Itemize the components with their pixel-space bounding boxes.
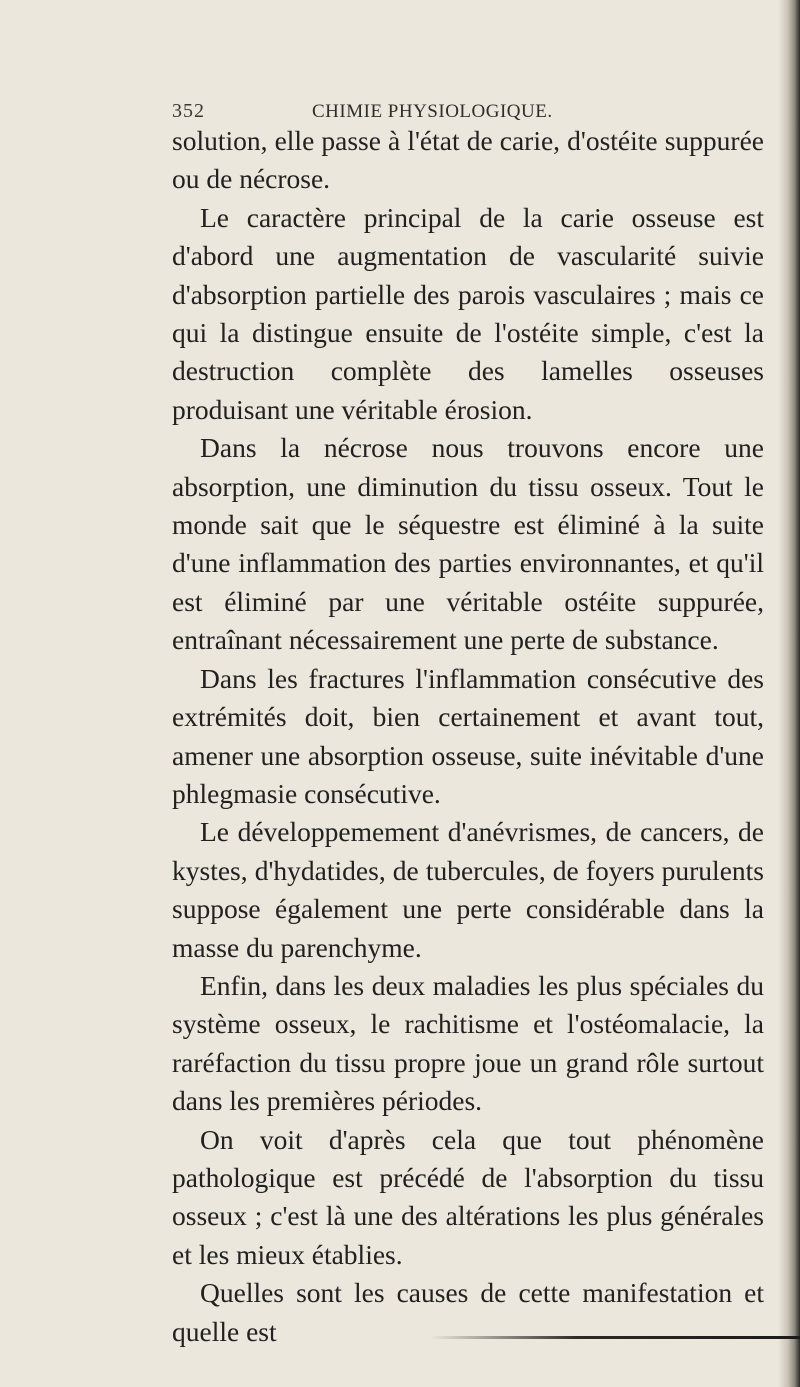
page-number: 352 [172, 100, 205, 122]
paragraph: Le caractère principal de la carie osseuse est d'abord une augmentation de vascularité suivie d'absorption partielle des parois vasculaires ; mais ce qui la distingue ensuite de l'ostéite simple, c'est la destruction complète des lamelles osseuses produisant une véritable érosion. [172, 201, 764, 425]
page-edge-shadow [778, 0, 800, 1387]
paragraph: Enfin, dans les deux maladies les plus spéciales du système osseux, le rachitisme et l'ostéomalacie, la raréfaction du tissu propre joue un grand rôle surtout dans les premières périodes. [172, 969, 764, 1117]
body-text [172, 122, 764, 1351]
paragraph: solution, elle passe à l'état de carie, d'ostéite suppurée ou de nécrose. [172, 125, 764, 195]
paragraph: On voit d'après cela que tout phénomène pathologique est précédé de l'absorption du tissu osseux ; c'est là une des altérations les plus générales et les mieux établies. [172, 1123, 764, 1270]
paragraph: Dans la nécrose nous trouvons encore une absorption, une diminution du tissu osseux. Tout le monde sait que le séquestre est éliminé à la suite d'une inflammation des parties environnantes, et qu'il est éliminé par une véritable ostéite suppurée, entraînant nécessairement une perte de substance. [172, 432, 764, 656]
running-head: CHIMIE PHYSIOLOGIQUE. [312, 101, 553, 122]
page-bottom-edge [430, 1336, 800, 1339]
paragraph: Quelles sont les causes de cette manifestation et quelle est [172, 1277, 764, 1347]
paragraph: Le développemement d'anévrismes, de cancers, de kystes, d'hydatides, de tubercules, de foyers purulents suppose également une perte considérable dans la masse du parenchyme. [172, 816, 764, 963]
paragraph: Dans les fractures l'inflammation consécutive des extrémités doit, bien certainement et avant tout, amener une absorption osseuse, suite inévitable d'une phlegmasie consécutive. [172, 662, 764, 809]
